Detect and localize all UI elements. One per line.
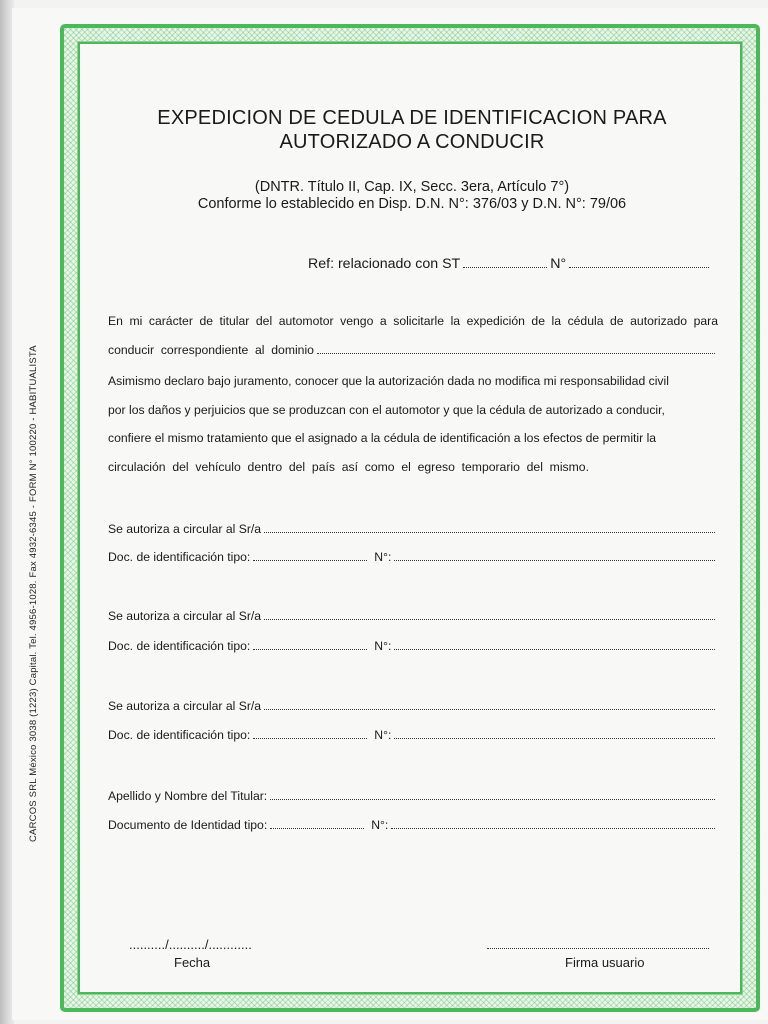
holder-name-label: Apellido y Nombre del Titular: [108, 789, 268, 803]
domain-row [108, 342, 718, 360]
subtitle-line-1: (DNTR. Título II, Cap. IX, Secc. 3era, Artículo 7°) [254, 179, 570, 195]
form-title-line-2: AUTORIZADO A CONDUCIR [279, 131, 545, 153]
signature-label: Firma usuario [565, 955, 645, 970]
ref-number-label: N° [550, 256, 567, 272]
auth-2-num-label: N°: [374, 639, 392, 653]
holder-num-field[interactable] [391, 817, 715, 829]
auth-1-num-label: N°: [374, 550, 392, 564]
form-title-line-1: EXPEDICION DE CEDULA DE IDENTIFICACION PARA [157, 107, 667, 129]
auth-3-doc-row [108, 727, 718, 745]
auth-3-doc-label: Doc. de identificación tipo: [108, 728, 251, 742]
auth-2-doc-type-field[interactable] [253, 638, 367, 650]
ref-st-field[interactable] [463, 256, 547, 268]
auth-3-name-row [108, 698, 718, 716]
body-line-1: En mi carácter de titular del automotor vengo a solicitarle la expedición de la cédula de autorizado para [108, 314, 718, 328]
auth-3-doc-type-field[interactable] [253, 727, 367, 739]
auth-2-doc-label: Doc. de identificación tipo: [108, 639, 251, 653]
decorative-border [60, 24, 760, 1012]
holder-num-label: N°: [371, 818, 389, 832]
body-line-3: Asimismo declaro bajo juramento, conocer que la autorización dada no modifica mi responsabilidad civil [108, 374, 669, 388]
auth-1-num-field[interactable] [394, 549, 715, 561]
holder-doc-label: Documento de Identidad tipo: [108, 818, 268, 832]
auth-1-doc-type-field[interactable] [253, 549, 367, 561]
auth-3-name-field[interactable] [264, 698, 715, 710]
date-label: Fecha [174, 955, 211, 970]
holder-doc-type-field[interactable] [270, 817, 364, 829]
holder-name-row [108, 788, 718, 806]
domain-field[interactable] [317, 342, 715, 354]
body-line-4: por los daños y perjuicios que se produzcan con el automotor y que la cédula de autorizado a conducir, [108, 403, 665, 417]
reference-row [308, 256, 712, 274]
auth-1-name-label: Se autoriza a circular al Sr/a [108, 522, 262, 536]
auth-1-doc-label: Doc. de identificación tipo: [108, 550, 251, 564]
printer-imprint: CARCOS SRL México 3038 (1223) Capital. Tel. 4956-1028. Fax 4932-6345 - FORM N° 100220 - HABITUALISTA [28, 345, 39, 842]
auth-3-name-label: Se autoriza a circular al Sr/a [108, 699, 262, 713]
auth-3-num-field[interactable] [394, 727, 715, 739]
auth-3-num-label: N°: [374, 728, 392, 742]
body-line-6: circulación del vehículo dentro del país así como el egreso temporario del mismo. [108, 460, 589, 474]
auth-1-name-row [108, 521, 718, 539]
auth-1-name-field[interactable] [264, 521, 715, 533]
auth-2-doc-row [108, 638, 718, 656]
auth-1-doc-row [108, 549, 718, 567]
signature-line[interactable] [487, 937, 709, 949]
auth-2-name-field[interactable] [264, 608, 715, 620]
auth-2-num-field[interactable] [394, 638, 715, 650]
holder-name-field[interactable] [270, 788, 715, 800]
date-field[interactable]: ........../........../............ [129, 937, 252, 952]
domain-label: conducir correspondiente al dominio [108, 343, 314, 357]
subtitle-line-2: Conforme lo establecido en Disp. D.N. N°: 376/03 y D.N. N°: 79/06 [197, 196, 627, 212]
ref-number-field[interactable] [569, 256, 709, 268]
auth-2-name-row [108, 608, 718, 626]
auth-2-name-label: Se autoriza a circular al Sr/a [108, 609, 262, 623]
body-line-5: confiere el mismo tratamiento que el asignado a la cédula de identificación a los efectos de permitir la [108, 431, 657, 445]
holder-doc-row [108, 817, 718, 835]
ref-label: Ref: relacionado con ST [308, 256, 461, 272]
